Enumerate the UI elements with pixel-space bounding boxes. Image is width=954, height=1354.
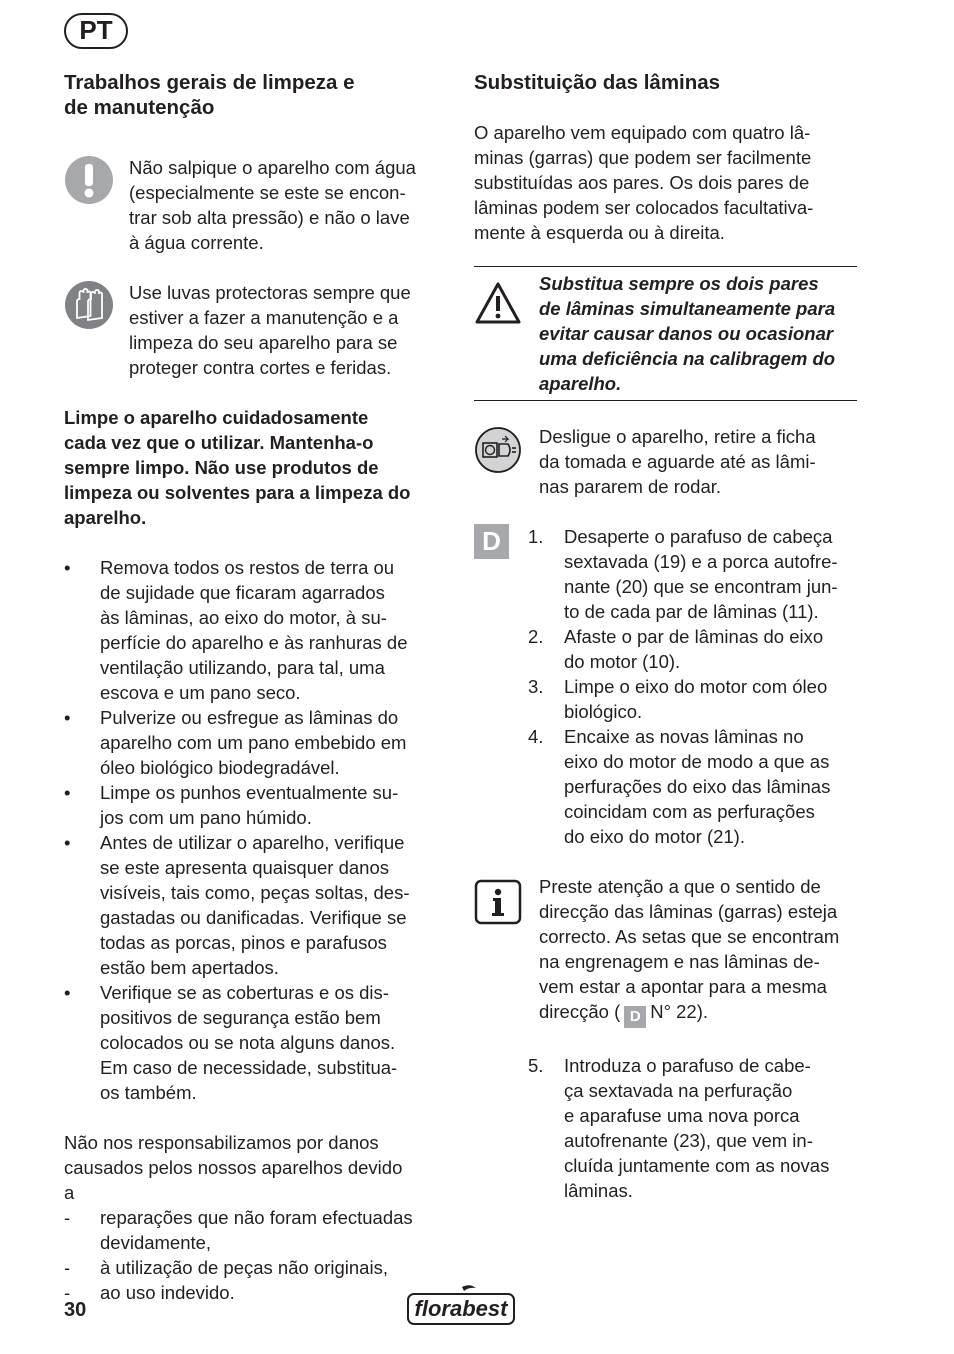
info-icon [474, 874, 522, 931]
list-item: - ao uso indevido. [64, 1282, 235, 1303]
section-heading-cleaning: Trabalhos gerais de limpeza e de manutenção [64, 71, 355, 119]
list-item: • Verifique se as coberturas e os dis- positivos de segurança estão bem colocados ou se nota alguns danos. Em caso de necessidade, substitua- os também. [64, 982, 398, 1103]
right-column [474, 70, 864, 1203]
gloves-icon [64, 280, 114, 336]
water-warning-note [64, 155, 454, 255]
unplug-icon [474, 424, 522, 480]
page-number: 30 [64, 1299, 87, 1321]
list-item: - à utilização de peças não originais, [64, 1257, 388, 1278]
blades-intro-paragraph: O aparelho vem equipado com quatro lâ- minas (garras) que podem ser facilmente substituídas aos pares. Os dois pares de lâminas podem ser colocados facultativa- mente à esquerda ou à direita. [474, 122, 814, 243]
gloves-note [64, 280, 454, 380]
liability-dash-list [64, 1205, 454, 1305]
warning-triangle-icon [474, 281, 522, 331]
list-item: • Limpe os punhos eventualmente su- jos com um pano húmido. [64, 782, 399, 828]
exclamation-icon [64, 155, 114, 211]
language-badge: PT [64, 13, 128, 49]
list-item: 5. Introduza o parafuso de cabe- ça sextavada na perfuração e aparafuse uma nova porca autofrenante (23), que vem in- cluída juntamente com as novas lâminas. [528, 1055, 830, 1201]
list-item: 1. Desaperte o parafuso de cabeça sextavada (19) e a porca autofre- nante (20) que se encontram jun- to de cada par de lâminas (11). [528, 526, 838, 622]
left-column [64, 70, 454, 1305]
water-warning-text: Não salpique o aparelho com água (especialmente se este se encon- trar sob alta pressão) e não o lave à água corrente. [129, 157, 416, 253]
steps-block [474, 524, 864, 849]
gloves-text: Use luvas protectoras sempre que estiver a fazer a manutenção e a limpeza do seu aparelho para se proteger contra cortes e feridas. [129, 282, 411, 378]
list-item: 3. Limpe o eixo do motor com óleo biológico. [528, 676, 828, 722]
info-note [474, 874, 864, 1028]
svg-text:florabest: florabest [414, 1296, 508, 1321]
info-text: Preste atenção a que o sentido de direcção das lâminas (garras) esteja correcto. As setas que se encontram na engrenagem e nas lâminas de- vem estar a apontar para a mesma direcção ( D N° 22). [539, 874, 864, 1028]
florabest-logo [406, 1284, 516, 1332]
section-heading-blades: Substituição das lâminas [474, 71, 721, 94]
maintenance-bullet-list [64, 555, 454, 1105]
list-item: 2. Afaste o par de lâminas do eixo do motor (10). [528, 626, 824, 672]
unplug-note [474, 424, 864, 499]
figure-d-inline-badge: D [624, 1006, 646, 1028]
replacement-steps-list [474, 524, 864, 849]
liability-paragraph: Não nos responsabilizamos por danos causados pelos nossos aparelhos devido a [64, 1132, 403, 1203]
unplug-text: Desligue o aparelho, retire a ficha da tomada e aguarde até as lâmi- nas pararem de rodar. [539, 426, 816, 497]
list-item: - reparações que não foram efectuadas devidamente, [64, 1207, 413, 1253]
cleaning-bold-paragraph: Limpe o aparelho cuidadosamente cada vez que o utilizar. Mantenha-o sempre limpo. Não use produtos de limpeza ou solventes para a limpeza do aparelho. [64, 407, 411, 528]
figure-d-badge: D [474, 524, 509, 559]
list-item: • Pulverize ou esfregue as lâminas do aparelho com um pano embebido em óleo biológico biodegradável. [64, 707, 407, 778]
blades-warning-box: Substitua sempre os dois pares de lâminas simultaneamente para evitar causar danos ou ocasionar uma deficiência na calibragem do aparelho. [474, 266, 857, 401]
list-item: • Antes de utilizar o aparelho, verifique se este apresenta quaisquer danos visíveis, tais como, peças soltas, des- gastadas ou danificadas. Verifique se todas as porcas, pinos e parafusos estão bem apertados. [64, 832, 410, 978]
replacement-steps-list-continued [474, 1053, 864, 1203]
list-item: 4. Encaixe as novas lâminas no eixo do motor de modo a que as perfurações do eixo das lâminas coincidam com as perfurações do eixo do motor (21). [528, 726, 831, 847]
list-item: • Remova todos os restos de terra ou de sujidade que ficaram agarrados às lâminas, ao eixo do motor, à su- perfície do aparelho e às ranhuras de ventilação utilizando, para tal, uma escova e um pano seco. [64, 557, 408, 703]
